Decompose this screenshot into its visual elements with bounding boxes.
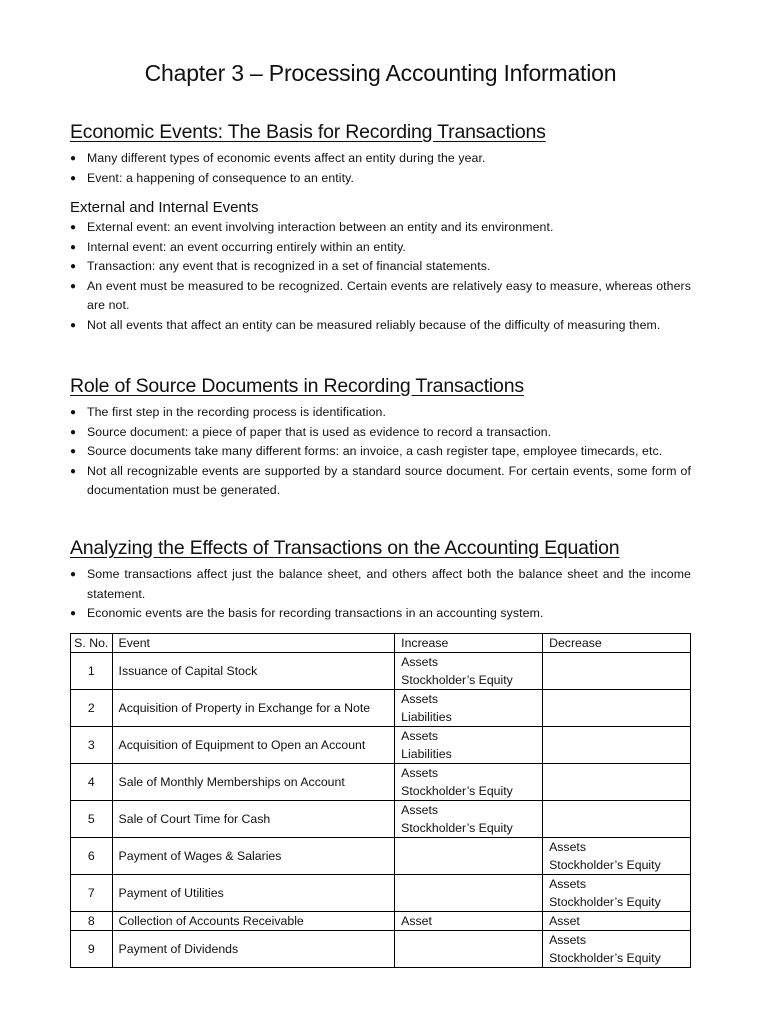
cell-decrease [543,875,691,912]
table-row [71,912,691,931]
bullet-icon: ● [70,465,77,477]
list-item: ● Many different types of economic events affect an entity during the year. [70,149,691,169]
list-item: ● Source documents take many different forms: an invoice, a cash register tape, employee timecards, etc. [70,442,691,462]
transactions-table [70,633,691,968]
cell-sno: 7 [71,875,113,912]
list-item: ● Event: a happening of consequence to an entity. [70,169,691,189]
table-body [71,653,691,968]
cell-line: Assets [401,766,439,780]
cell-line: Assets [549,840,586,854]
cell-increase [395,801,543,838]
cell-sno: 3 [71,727,113,764]
column-header-sno: S. No. [71,634,113,653]
cell-increase [395,875,543,912]
cell-event: Payment of Dividends [112,931,395,968]
cell-line: Assets [401,729,439,743]
bullet-icon: ● [70,407,77,418]
bullet-icon: ● [70,280,77,292]
cell-line: Assets [549,877,586,891]
bullet-icon: ● [70,241,77,253]
list-item: ● Some transactions affect just the balance sheet, and others affect both the balance sheet and the income statement. [70,567,691,601]
table-row [71,727,691,764]
list-item: ● Economic events are the basis for recording transactions in an accounting system. [70,604,691,624]
bullet-icon: ● [70,153,77,164]
subsection-heading: External and Internal Events [70,199,259,216]
table-row [71,931,691,968]
column-header-event: Event [112,634,395,653]
cell-line: Assets [549,933,586,947]
cell-decrease [543,764,691,801]
cell-line: Stockholder’s Equity [549,858,661,872]
table-row [71,838,691,875]
table-row [71,801,691,838]
cell-line: Liabilities [401,747,452,761]
cell-decrease [543,801,691,838]
column-header-increase: Increase [395,634,543,653]
cell-increase [395,727,543,764]
list-item: ● Transaction: any event that is recognized in a set of financial statements. [70,257,691,277]
cell-event: Sale of Court Time for Cash [112,801,395,838]
bullet-icon: ● [70,261,77,272]
cell-line: Stockholder’s Equity [401,673,513,687]
section-heading: Role of Source Documents in Recording Transactions [70,375,524,397]
cell-increase [395,764,543,801]
bullet-icon: ● [70,426,77,438]
cell-increase [395,690,543,727]
subsection-external-internal [70,199,691,335]
cell-decrease [543,838,691,875]
cell-sno: 5 [71,801,113,838]
list-item: ● The first step in the recording process is identification. [70,403,691,423]
cell-decrease [543,690,691,727]
section-source-documents [70,375,691,501]
table-row [71,653,691,690]
section-economic-events [70,121,691,188]
cell-sno: 1 [71,653,113,690]
cell-line: Asset [401,914,432,928]
cell-event: Sale of Monthly Memberships on Account [112,764,395,801]
cell-event: Collection of Accounts Receivable [112,912,395,931]
bullet-icon: ● [70,319,77,331]
cell-line: Asset [549,914,580,928]
cell-sno: 9 [71,931,113,968]
cell-event: Acquisition of Equipment to Open an Account [112,727,395,764]
cell-decrease [543,727,691,764]
cell-sno: 6 [71,838,113,875]
column-header-decrease: Decrease [543,634,691,653]
cell-sno: 4 [71,764,113,801]
list-item: ● Not all recognizable events are supported by a standard source document. For certain events, some form of documentation must be generated. [70,463,691,497]
cell-line: Stockholder’s Equity [401,784,513,798]
cell-event: Payment of Utilities [112,875,395,912]
cell-event: Acquisition of Property in Exchange for a Note [112,690,395,727]
bullet-list [70,218,691,335]
cell-decrease [543,653,691,690]
cell-increase [395,653,543,690]
cell-increase [395,912,543,931]
bullet-icon: ● [70,172,77,184]
cell-increase [395,838,543,875]
cell-line: Assets [401,803,439,817]
table-header-row [71,634,691,653]
cell-increase [395,931,543,968]
cell-line: Assets [401,692,439,706]
bullet-list [70,565,691,624]
table-row [71,875,691,912]
cell-decrease [543,912,691,931]
page-title: Chapter 3 – Processing Accounting Information [144,60,617,86]
table-row [71,690,691,727]
cell-line: Stockholder’s Equity [549,895,661,909]
bullet-icon: ● [70,446,77,457]
cell-event: Payment of Wages & Salaries [112,838,395,875]
section-heading: Economic Events: The Basis for Recording Transactions [70,121,546,143]
bullet-list [70,403,691,501]
list-item: ● External event: an event involving interaction between an entity and its environment. [70,218,691,238]
cell-line: Stockholder’s Equity [401,821,513,835]
section-analyzing-effects [70,537,691,624]
list-item: ● Not all events that affect an entity can be measured reliably because of the difficulty of measuring them. [70,316,691,336]
bullet-icon: ● [70,222,77,233]
cell-decrease [543,931,691,968]
bullet-icon: ● [70,569,77,580]
list-item: ● An event must be measured to be recognized. Certain events are relatively easy to measure, whereas others are not. [70,278,691,312]
list-item: ● Internal event: an event occurring entirely within an entity. [70,238,691,258]
list-item: ● Source document: a piece of paper that is used as evidence to record a transaction. [70,423,691,443]
section-heading: Analyzing the Effects of Transactions on the Accounting Equation [70,537,620,559]
cell-line: Assets [401,655,439,669]
cell-sno: 2 [71,690,113,727]
bullet-list [70,149,691,188]
cell-sno: 8 [71,912,113,931]
cell-line: Stockholder’s Equity [549,951,661,965]
bullet-icon: ● [70,608,77,619]
cell-event: Issuance of Capital Stock [112,653,395,690]
table-row [71,764,691,801]
cell-line: Liabilities [401,710,452,724]
